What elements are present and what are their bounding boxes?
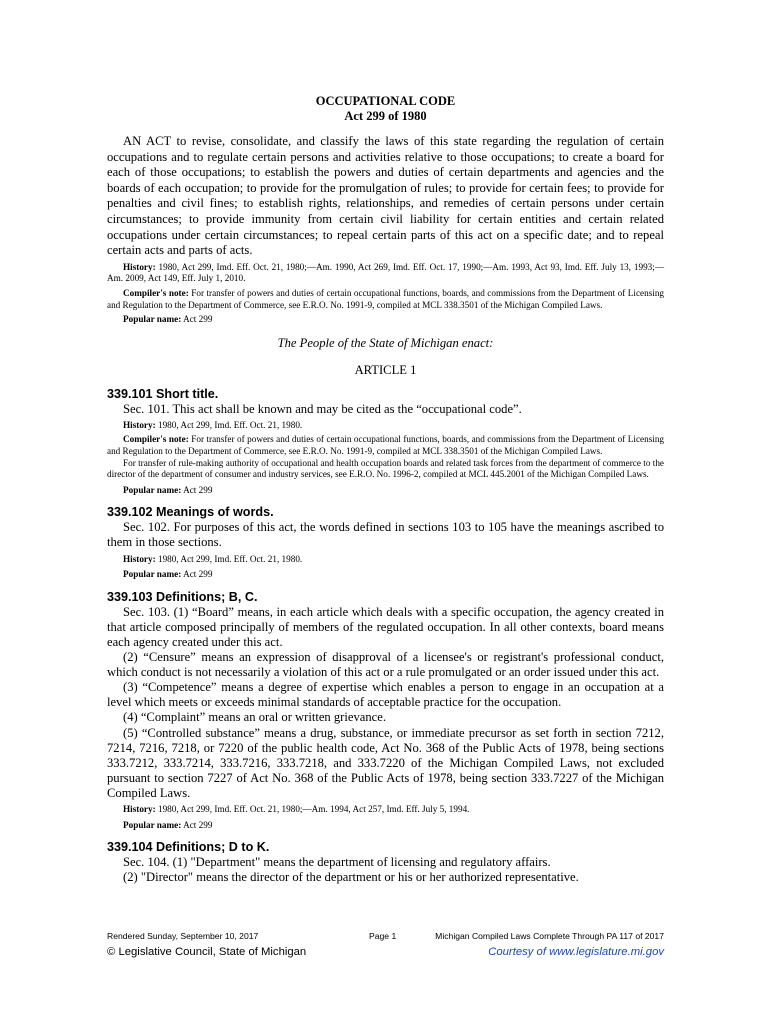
intro-popular-name — [107, 314, 664, 326]
section-history — [107, 804, 664, 816]
compiler-note-label: Compiler's note: — [123, 287, 189, 298]
section-popular-name — [107, 569, 664, 581]
history-text: 1980, Act 299, Imd. Eff. Oct. 21, 1980;—Am. 1994, Act 257, Imd. Eff. July 5, 1994. — [157, 803, 470, 814]
popular-name-text: Act 299 — [183, 819, 213, 830]
section-history — [107, 554, 664, 566]
history-label: History: — [123, 261, 156, 272]
section-paragraph: (4) “Complaint” means an oral or written grievance. — [123, 710, 386, 725]
section-title: 339.103 Definitions; B, C. — [107, 589, 258, 604]
compiler-note-text: For transfer of powers and duties of certain occupational functions, boards, and commissions from the Department of Licensing and Regulation to the Department of Commerce, see E.R.O. No. 1991-9, compiled at MCL 338.3501 of the Michigan Compiled Laws. — [107, 287, 665, 310]
section-paragraph: Sec. 102. For purposes of this act, the words defined in sections 103 to 105 have the meanings ascribed to them in those sections. — [107, 520, 664, 550]
section-paragraph: Sec. 104. (1) "Department" means the department of licensing and regulatory affairs. — [123, 855, 551, 870]
section-history — [107, 420, 664, 432]
section-popular-name — [107, 820, 664, 832]
section-paragraph: Sec. 101. This act shall be known and may be cited as the “occupational code”. — [123, 401, 522, 416]
page-footer-meta — [107, 931, 664, 943]
section-paragraph: (3) “Competence” means a degree of expertise which enables a person to engage in an occupation at a level which meets or exceeds minimal standards of acceptable practice for the occupation. — [107, 680, 664, 710]
section-compiler-note-2: For transfer of rule-making authority of occupational and health occupation boards and related task forces from the department of commerce to the director of the department of consumer and industry services, see E.R.O. No. 1996-2, compiled at MCL 445.2001 of the Michigan Compiled Laws. — [107, 457, 664, 480]
compiler-note-label: Compiler's note: — [123, 434, 189, 445]
section-paragraph: (2) “Censure” means an expression of disapproval of a licensee's or registrant's professional conduct, which conduct is not necessarily a violation of this act or a rule promulgated or an order issued under this act. — [107, 650, 664, 680]
popular-name-text: Act 299 — [183, 314, 213, 325]
popular-name-text: Act 299 — [183, 484, 213, 495]
history-text: 1980, Act 299, Imd. Eff. Oct. 21, 1980. — [157, 419, 303, 430]
section-compiler-note — [107, 434, 664, 457]
section-paragraph: (2) "Director" means the director of the department or his or her authorized representative. — [123, 870, 579, 885]
page-footer-credits — [107, 946, 664, 962]
article-heading: ARTICLE 1 — [354, 362, 417, 377]
history-label: History: — [123, 803, 156, 814]
popular-name-label: Popular name: — [123, 484, 182, 495]
section-paragraph: Sec. 103. (1) “Board” means, in each article which deals with a specific occupation, the agency created in that article composed principally of members of the regulated occupation. In all other contexts, board means each agency created under this act. — [107, 604, 664, 649]
compiler-note-text: For transfer of powers and duties of certain occupational functions, boards, and commissions from the Department of Licensing and Regulation to the Department of Commerce, see E.R.O. No. 1991-9, compiled at MCL 338.3501 of the Michigan Compiled Laws. — [107, 434, 665, 456]
act-preamble: AN ACT to revise, consolidate, and classify the laws of this state regarding the regulation of certain occupations and to regulate certain persons and activities relative to those occupations; to create a board for each of those occupations; to establish the powers and duties of certain departments and agencies and the boards of each occupation; to provide for the promulgation of rules; to provide for certain fees; to provide for penalties and civil fines; to establish rights, relationships, and remedies of certain persons under certain circumstances; to provide immunity from certain civil liability for certain entities and certain related occupations under certain circumstances; to repeal certain parts of this act on a specific date; and to repeal certain acts and parts of acts. — [107, 134, 664, 258]
section-paragraph: (5) “Controlled substance” means a drug, substance, or immediate precursor as set forth in section 7212, 7214, 7216, 7218, or 7220 of the public health code, Act No. 368 of the Public Acts of 1978, being sections 333.7212, 333.7214, 333.7216, 333.7218, and 333.7220 of the Michigan Compiled Laws, not excluded pursuant to section 7227 of Act No. 368 of the Public Acts of 1978, being section 333.7227 of the Michigan Compiled Laws. — [107, 725, 664, 800]
history-label: History: — [123, 553, 156, 564]
history-label: History: — [123, 419, 156, 430]
document-body — [107, 94, 664, 885]
rendered-date: Rendered Sunday, September 10, 2017 — [107, 931, 259, 941]
popular-name-label: Popular name: — [123, 819, 182, 830]
courtesy-link[interactable]: Courtesy of www.legislature.mi.gov — [488, 946, 664, 958]
history-text: 1980, Act 299, Imd. Eff. Oct. 21, 1980. — [157, 553, 303, 564]
history-text: 1980, Act 299, Imd. Eff. Oct. 21, 1980;—Am. 1990, Act 269, Imd. Eff. Oct. 17, 1990;—Am. 1993, Act 93, Imd. Eff. July 13, 1993;—Am. 2009, Act 149, Eff. July 1, 2010. — [107, 261, 665, 284]
section-title: 339.102 Meanings of words. — [107, 505, 274, 520]
document-subtitle: Act 299 of 1980 — [344, 109, 427, 123]
popular-name-label: Popular name: — [123, 569, 182, 580]
copyright-notice: © Legislative Council, State of Michigan — [107, 946, 307, 958]
section-title: 339.101 Short title. — [107, 386, 219, 401]
compiled-through: Michigan Compiled Laws Complete Through PA 117 of 2017 — [435, 931, 664, 941]
popular-name-label: Popular name: — [123, 314, 182, 325]
section-popular-name — [107, 485, 664, 497]
popular-name-text: Act 299 — [183, 569, 213, 580]
enacting-clause: The People of the State of Michigan enact: — [277, 335, 494, 350]
section-title: 339.104 Definitions; D to K. — [107, 840, 270, 855]
page-number: Page 1 — [369, 931, 397, 941]
document-title: OCCUPATIONAL CODE — [315, 94, 456, 108]
intro-compiler-note — [107, 288, 664, 311]
intro-history — [107, 262, 664, 285]
